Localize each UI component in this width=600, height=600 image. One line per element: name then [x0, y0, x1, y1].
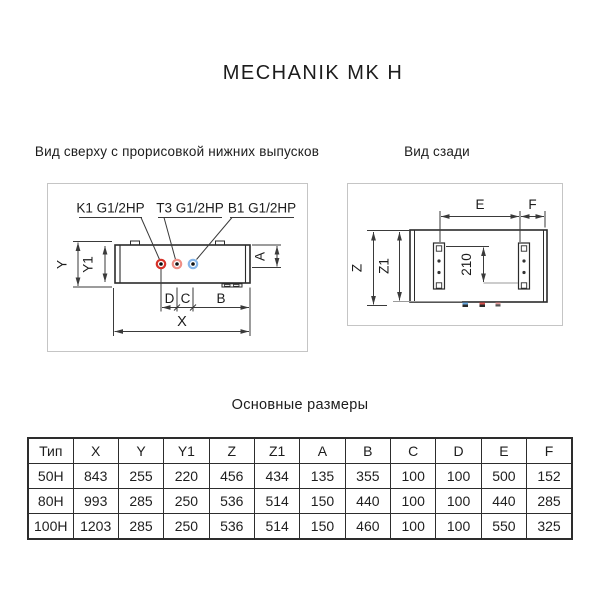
table-header-cell: E — [481, 438, 526, 464]
bracket-hole-round — [437, 271, 440, 274]
table-header-cell: Y1 — [164, 438, 209, 464]
table-row — [28, 514, 572, 540]
dim-label-c: C — [180, 291, 191, 306]
mounting-bracket-left — [434, 243, 445, 289]
dim-label-d: D — [164, 291, 175, 306]
table-cell: 440 — [345, 489, 390, 514]
table-cell: 434 — [254, 464, 299, 489]
drawing-title: MECHANIK MK H — [222, 62, 404, 84]
table-cell: 285 — [118, 489, 163, 514]
table-cell: 100 — [436, 514, 481, 540]
outlet-mix-mark — [496, 303, 501, 305]
bracket-hole-round — [522, 271, 525, 274]
table-cell: 285 — [118, 514, 163, 540]
outlet-hot-mark — [480, 303, 486, 305]
table-cell: 514 — [254, 514, 299, 540]
table-cell: 456 — [209, 464, 254, 489]
dim-label-y1: Y1 — [80, 256, 96, 273]
port-t3-center — [175, 262, 179, 266]
table-cell: 150 — [300, 489, 345, 514]
table-cell: 100 — [436, 464, 481, 489]
table-cell: 1203 — [73, 514, 118, 540]
bracket-hole-round — [437, 259, 440, 262]
table-cell: 325 — [527, 514, 572, 540]
dimensions-table — [27, 437, 573, 540]
dim-label-e: E — [475, 197, 485, 212]
dim-label-y: Y — [54, 259, 70, 270]
table-heading: Основные размеры — [231, 397, 369, 413]
table-header-cell: D — [436, 438, 481, 464]
table-header-cell: Z — [209, 438, 254, 464]
table-header-cell: Y — [118, 438, 163, 464]
table-cell: 220 — [164, 464, 209, 489]
table-cell: 250 — [164, 489, 209, 514]
table-cell: 993 — [73, 489, 118, 514]
table-cell: 100 — [391, 489, 436, 514]
table-cell: 150 — [300, 514, 345, 540]
table-cell: 843 — [73, 464, 118, 489]
table-cell: 460 — [345, 514, 390, 540]
table-cell: 80H — [28, 489, 73, 514]
table-cell: 500 — [481, 464, 526, 489]
port-label-k1: K1 G1/2HP — [76, 200, 145, 216]
dim-label-210: 210 — [459, 253, 474, 276]
table-row — [28, 464, 572, 489]
dim-label-b: B — [216, 291, 226, 306]
table-cell: 440 — [481, 489, 526, 514]
table-header-row — [28, 438, 572, 464]
tank-outline — [115, 245, 250, 283]
outlet-cold-mark — [463, 303, 469, 305]
table-header-cell: Тип — [28, 438, 73, 464]
mounting-bracket-right — [519, 243, 530, 289]
table-cell: 100 — [391, 514, 436, 540]
table-cell: 514 — [254, 489, 299, 514]
rear-view-panel — [348, 184, 563, 326]
table-cell: 550 — [481, 514, 526, 540]
port-label-b1: В1 G1/2HP — [227, 200, 297, 216]
port-b1-center — [191, 262, 195, 266]
rear-view-heading: Вид сзади — [404, 144, 470, 159]
top-view-heading: Вид сверху с прорисовкой нижних выпусков — [34, 144, 320, 159]
table-cell: 536 — [209, 514, 254, 540]
table-cell: 100 — [391, 464, 436, 489]
table-cell: 100 — [436, 489, 481, 514]
table-row — [28, 489, 572, 514]
bottom-ports — [157, 260, 197, 268]
dim-label-a: A — [252, 251, 268, 262]
table-header-cell: F — [527, 438, 572, 464]
bracket-hole-round — [522, 259, 525, 262]
table-cell: 50H — [28, 464, 73, 489]
table-header-cell: B — [345, 438, 390, 464]
table-header-cell: Z1 — [254, 438, 299, 464]
dim-label-f: F — [528, 197, 537, 212]
table-cell: 250 — [164, 514, 209, 540]
table-cell: 255 — [118, 464, 163, 489]
top-view-panel — [48, 184, 308, 352]
table-cell: 285 — [527, 489, 572, 514]
table-header-cell: X — [73, 438, 118, 464]
dim-label-z: Z — [349, 263, 365, 273]
port-label-t3: Т3 G1/2HP — [156, 200, 224, 216]
table-cell: 152 — [527, 464, 572, 489]
bottom-flange-slot — [225, 285, 231, 287]
dim-label-z1: Z1 — [376, 258, 392, 274]
bottom-flange-slot — [234, 285, 240, 287]
table-header-cell: C — [391, 438, 436, 464]
table-header-cell: A — [300, 438, 345, 464]
table-cell: 100H — [28, 514, 73, 540]
table-cell: 355 — [345, 464, 390, 489]
table-cell: 536 — [209, 489, 254, 514]
top-view-tank — [115, 241, 250, 287]
dim-label-x: X — [177, 314, 187, 330]
table-cell: 135 — [300, 464, 345, 489]
port-k1-center — [159, 262, 163, 266]
